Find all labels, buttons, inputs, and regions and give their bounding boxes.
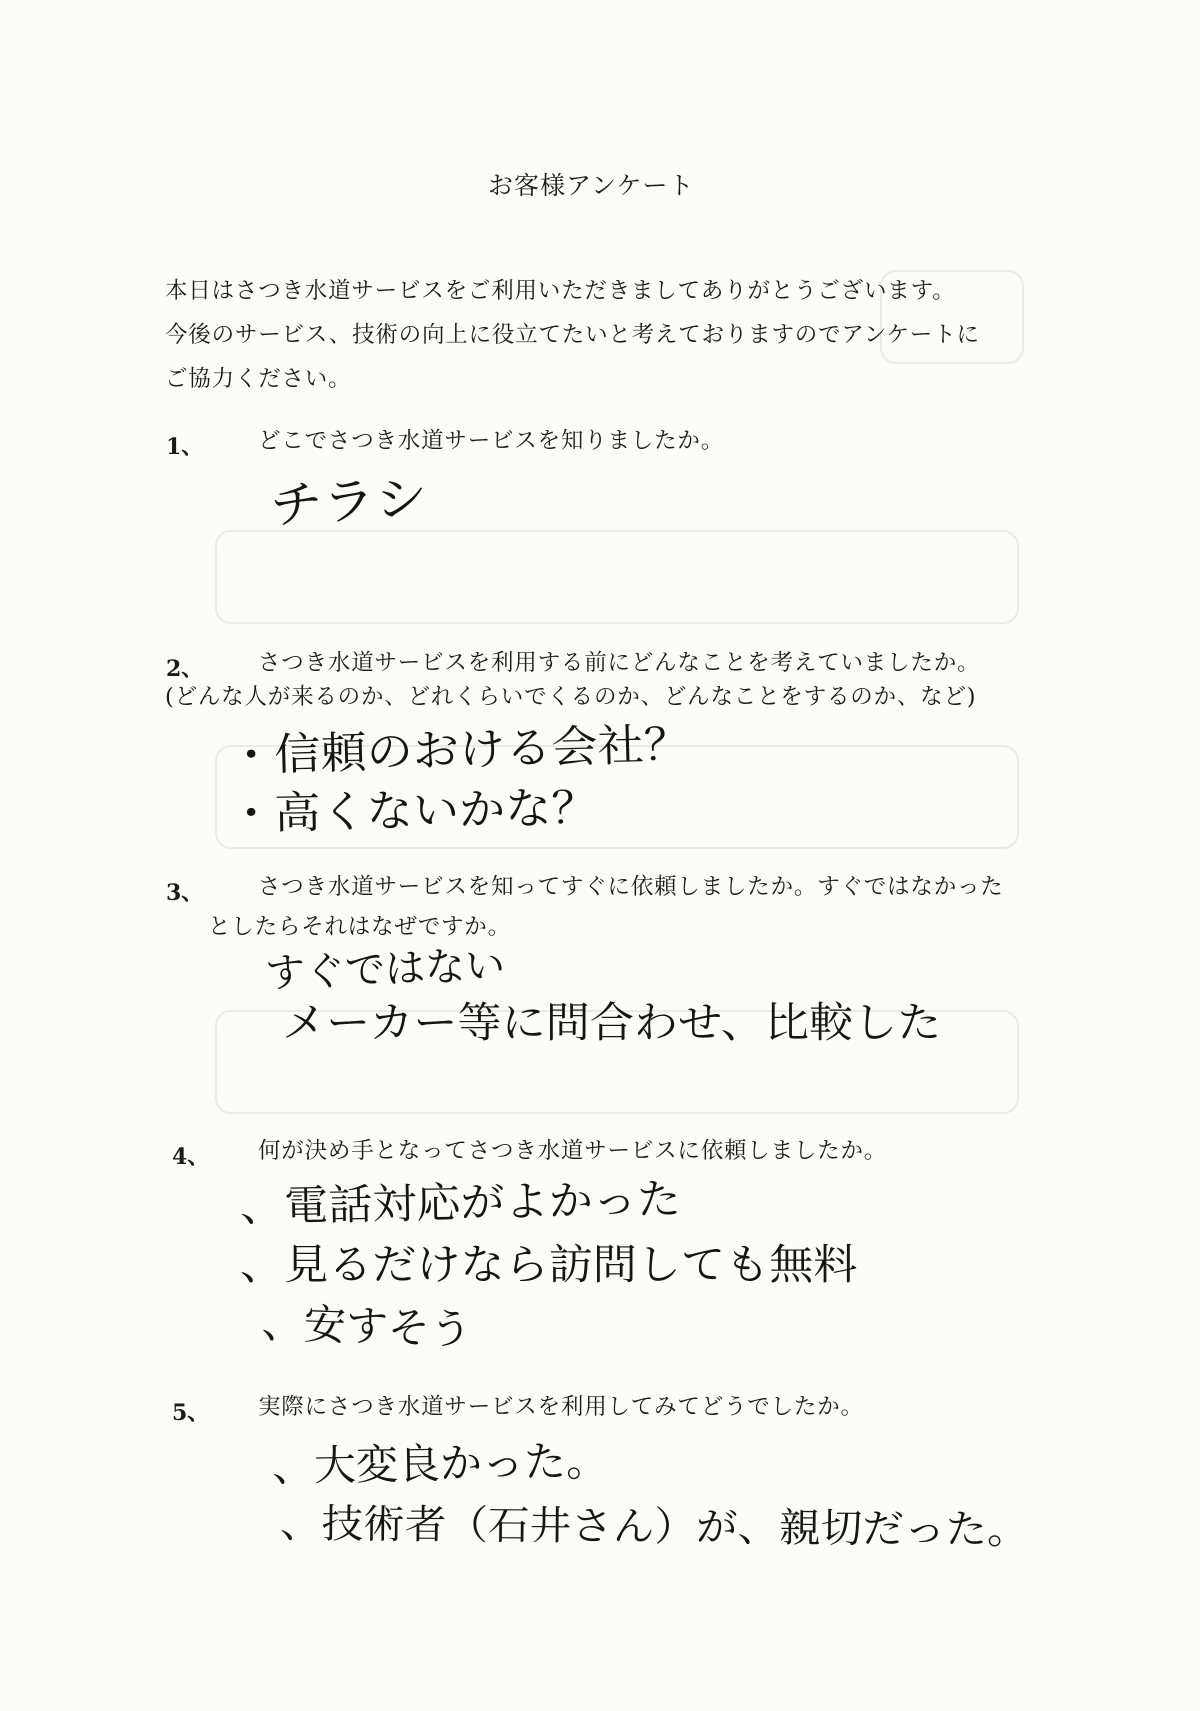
question-text: 実際にさつき水道サービスを利用してみてどうでしたか。 [258, 1394, 864, 1420]
handwritten-answer: すぐではない [264, 942, 506, 997]
handwritten-answer: メーカー等に問合わせ、比較した [282, 998, 942, 1047]
handwritten-answer: 、安すそう [261, 1298, 473, 1355]
intro-line: 今後のサービス、技術の向上に役立てたいと考えておりますのでアンケートに [165, 322, 980, 348]
question-number: 3、 [166, 880, 204, 906]
intro-line: ご協力ください。 [165, 366, 352, 392]
handwritten-answer: 、電話対応がよかった [239, 1174, 682, 1231]
handwritten-answer: 、技術者（石井さん）が、親切だった。 [279, 1501, 1029, 1554]
question-text: どこでさつき水道サービスを知りましたか。 [258, 428, 725, 454]
handwritten-answer: 、見るだけなら訪問しても無料 [240, 1240, 858, 1289]
question-text: 何が決め手となってさつき水道サービスに依頼しましたか。 [258, 1138, 888, 1164]
question-number: 2、 [166, 656, 204, 682]
question-text: としたらそれはなぜですか。 [208, 914, 511, 940]
bleed-through-box [215, 530, 1019, 624]
question-number: 5、 [172, 1400, 210, 1426]
intro-line: 本日はさつき水道サービスをご利用いただきましてありがとうございます。 [165, 278, 956, 304]
question-text: さつき水道サービスを利用する前にどんなことを考えていましたか。 [258, 650, 981, 676]
page-title: お客様アンケート [488, 171, 695, 200]
handwritten-answer: チラシ [268, 468, 430, 535]
handwritten-answer: ・高くないかな？ [227, 782, 599, 840]
question-text: さつき水道サービスを知ってすぐに依頼しましたか。すぐではなかった [258, 874, 1004, 900]
handwritten-answer: ・信頼のおける会社？ [227, 718, 691, 782]
question-text: (どんな人が来るのか、どれくらいでくるのか、どんなことをするのか、など) [165, 684, 977, 710]
question-number: 4、 [172, 1144, 210, 1170]
question-number: 1、 [166, 434, 204, 460]
handwritten-answer: 、大変良かった。 [271, 1436, 609, 1491]
